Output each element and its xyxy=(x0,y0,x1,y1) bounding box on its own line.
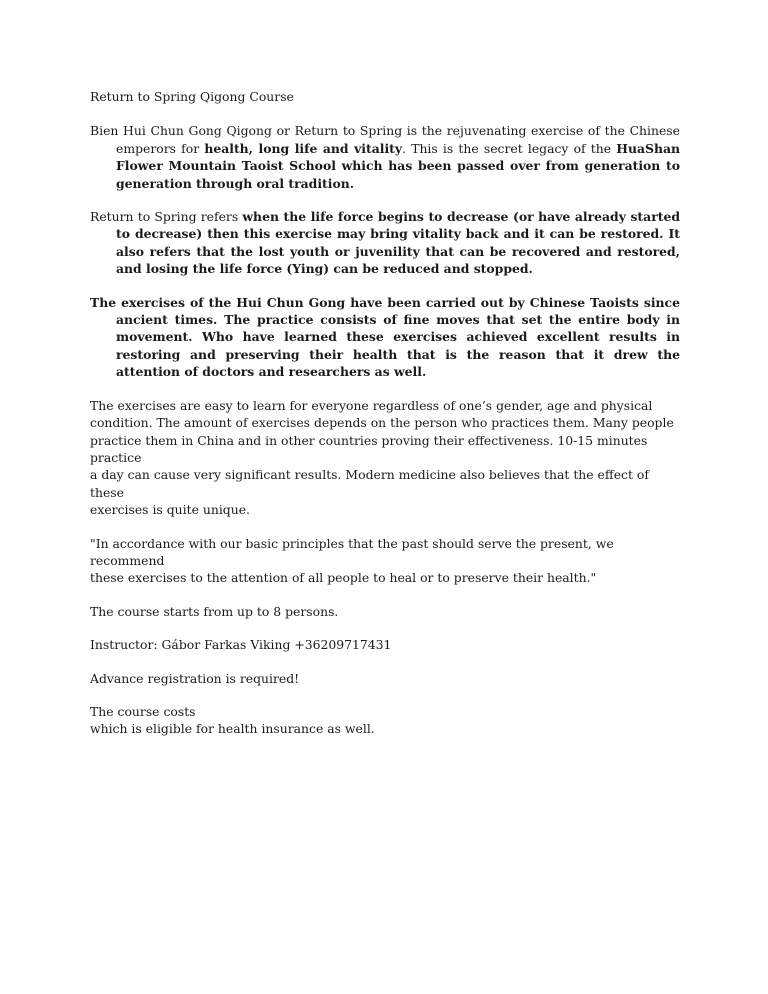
rts-bold-1: when the life force begins to decrease (or have already started to decrease) then this exercise may bring vitality back and it can be restored. It also refers that the lost youth or juvenility that can be recovered and restored, and losing the life force (Ying) can be reduced and stopped. xyxy=(116,209,680,277)
course-size-text: The course starts from up to 8 persons. xyxy=(90,603,339,619)
exercises-line-5: exercises is quite unique. xyxy=(90,502,250,518)
paragraph-intro xyxy=(90,122,680,192)
paragraph-history xyxy=(90,294,680,381)
exercises-line-4: a day can cause very significant results. Modern medicine also believes that the effect of these xyxy=(90,467,649,500)
instructor-text: Instructor: Gábor Farkas Viking +36209717431 xyxy=(90,637,392,653)
cost-line-1: The course costs xyxy=(90,703,196,719)
cost-line-2: which is eligible for health insurance as well. xyxy=(90,721,375,737)
intro-text-2: . This is the secret legacy of the xyxy=(402,140,617,156)
intro-text-1: Bien Hui Chun Gong Qigong or Return to Spring is the rejuvenating exercise of the Chinese emperors for xyxy=(90,123,680,156)
intro-bold-1: health, long life and vitality xyxy=(204,140,403,156)
paragraph-quote xyxy=(90,535,680,587)
exercises-line-2: condition. The amount of exercises depends on the person who practices them. Many people xyxy=(90,415,674,431)
exercises-line-1: The exercises are easy to learn for everyone regardless of one’s gender, age and physical xyxy=(90,397,653,413)
document-page xyxy=(90,88,680,738)
paragraph-exercises xyxy=(90,397,680,519)
exercises-line-3: practice them in China and in other countries proving their effectiveness. 10-15 minutes practice xyxy=(90,432,648,465)
quote-line-1: "In accordance with our basic principles that the past should serve the present, we recommend xyxy=(90,535,614,568)
registration-text: Advance registration is required! xyxy=(90,670,300,686)
history-bold: The exercises of the Hui Chun Gong have been carried out by Chinese Taoists since ancient times. The practice consists of fine moves that set the entire body in movement. Who have learned these exercises achieved excellent results in restoring and preserving their health that is the reason that it drew the attention of doctors and researchers as well. xyxy=(90,294,680,380)
rts-text-1: Return to Spring refers xyxy=(90,209,243,225)
paragraph-return-to-spring xyxy=(90,208,680,278)
quote-line-2: these exercises to the attention of all people to heal or to preserve their health." xyxy=(90,570,597,586)
document-title: Return to Spring Qigong Course xyxy=(90,89,294,104)
intro-bold-2: HuaShan Flower Mountain Taoist School which has been passed over from generation to generation through oral tradition. xyxy=(116,140,680,191)
